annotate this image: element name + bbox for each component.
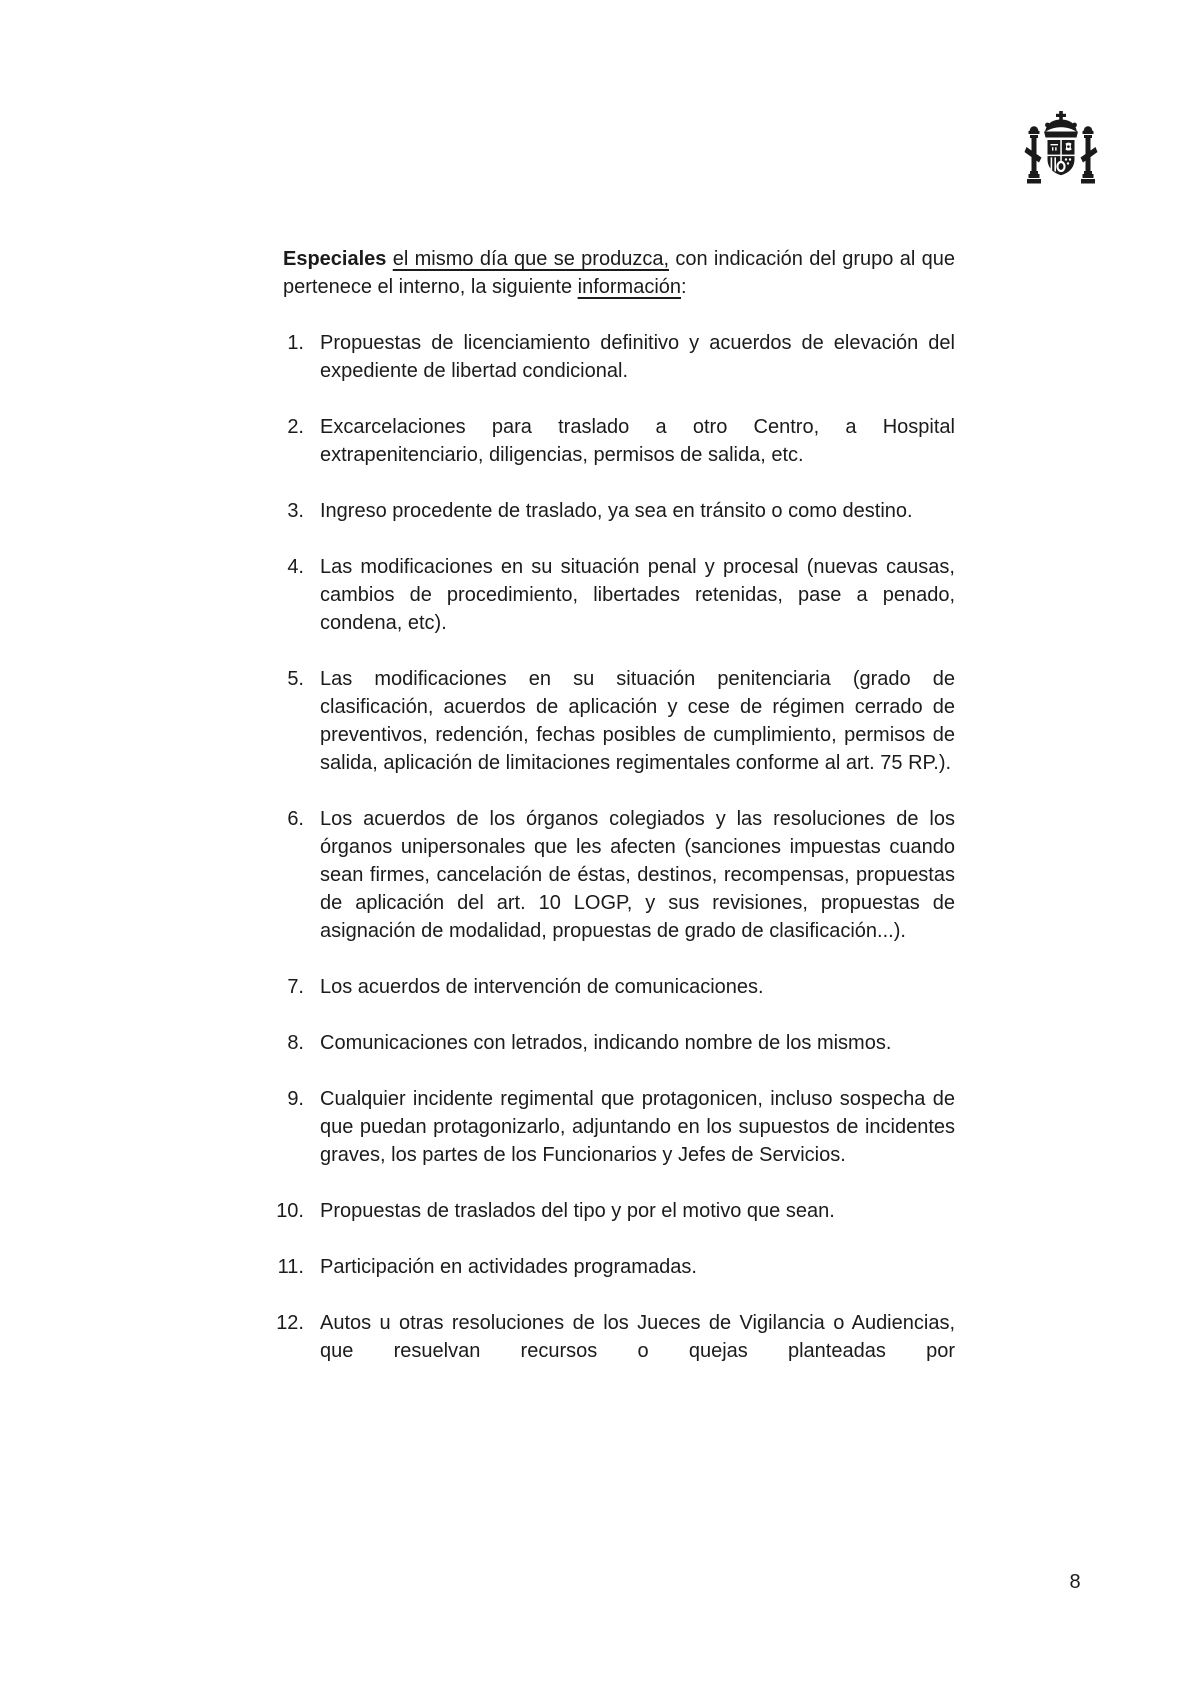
list-item [260,665,955,777]
list-item [260,329,955,385]
list-item [260,497,955,525]
list-item [260,1029,955,1057]
item-text: Ingreso procedente de traslado, ya sea en tránsito o como destino. [320,500,913,522]
list-item [260,973,955,1001]
intro-text: con indicación del grupo al que pertenece el interno, la siguiente [283,248,955,298]
item-number: 9. [287,1088,304,1110]
item-number: 11. [277,1256,304,1278]
list-item [260,413,955,469]
item-number: 6. [287,808,304,830]
item-number: 1. [287,332,304,354]
item-text: Las modificaciones en su situación penal y procesal (nuevas causas, cambios de procedimiento, libertades retenidas, pase a penado, condena, etc). [320,556,955,634]
spain-coat-of-arms-icon [1024,110,1098,198]
list-item [260,1197,955,1225]
list-item [260,1253,955,1281]
item-text: Los acuerdos de intervención de comunicaciones. [320,976,764,998]
item-number: 4. [287,556,304,578]
item-number: 3. [287,500,304,522]
item-number: 8. [287,1032,304,1054]
item-text: Propuestas de traslados del tipo y por el motivo que sean. [320,1200,835,1222]
intro-underlined-phrase: el mismo día que se produzca, [392,248,670,270]
intro-underlined-word: información [577,276,682,298]
intro-bold-text: Especiales [283,248,393,270]
page-number: 8 [1069,1571,1081,1593]
item-text: Propuestas de licenciamiento definitivo y acuerdos de elevación del expediente de libertad condicional. [320,332,955,382]
item-text: Autos u otras resoluciones de los Jueces de Vigilancia o Audiencias, que resuelvan recursos o quejas planteadas por [320,1312,955,1362]
list-item [260,1309,955,1365]
item-number: 7. [287,976,304,998]
list-item [260,553,955,637]
list-item [260,805,955,945]
document-body [276,245,955,1393]
item-text: Los acuerdos de los órganos colegiados y las resoluciones de los órganos unipersonales que les afecten (sanciones impuestas cuando sean firmes, cancelación de éstas, destinos, recompensas, propuestas de aplicación del art. 10 LOGP, y sus revisiones, propuestas de asignación de modalidad, propuestas de grado de clasificación...). [320,808,955,942]
list-item [260,1085,955,1169]
intro-colon: : [681,276,687,298]
item-text: Comunicaciones con letrados, indicando nombre de los mismos. [320,1032,892,1054]
numbered-list [260,329,955,1365]
item-text: Excarcelaciones para traslado a otro Centro, a Hospital extrapenitenciario, diligencias, permisos de salida, etc. [320,416,955,466]
item-text: Cualquier incidente regimental que protagonicen, incluso sospecha de que puedan protagonizarlo, adjuntando en los supuestos de incidentes graves, los partes de los Funcionarios y Jefes de Servicios. [320,1088,955,1166]
item-number: 5. [287,668,304,690]
intro-paragraph [283,245,955,301]
item-text: Las modificaciones en su situación penitenciaria (grado de clasificación, acuerdos de aplicación y cese de régimen cerrado de preventivos, redención, fechas posibles de cumplimiento, permisos de salida, aplicación de limitaciones regimentales conforme al art. 75 RP.). [320,668,955,774]
item-number: 10. [276,1200,304,1222]
item-text: Participación en actividades programadas. [320,1256,697,1278]
item-number: 2. [287,416,304,438]
item-number: 12. [276,1312,304,1334]
